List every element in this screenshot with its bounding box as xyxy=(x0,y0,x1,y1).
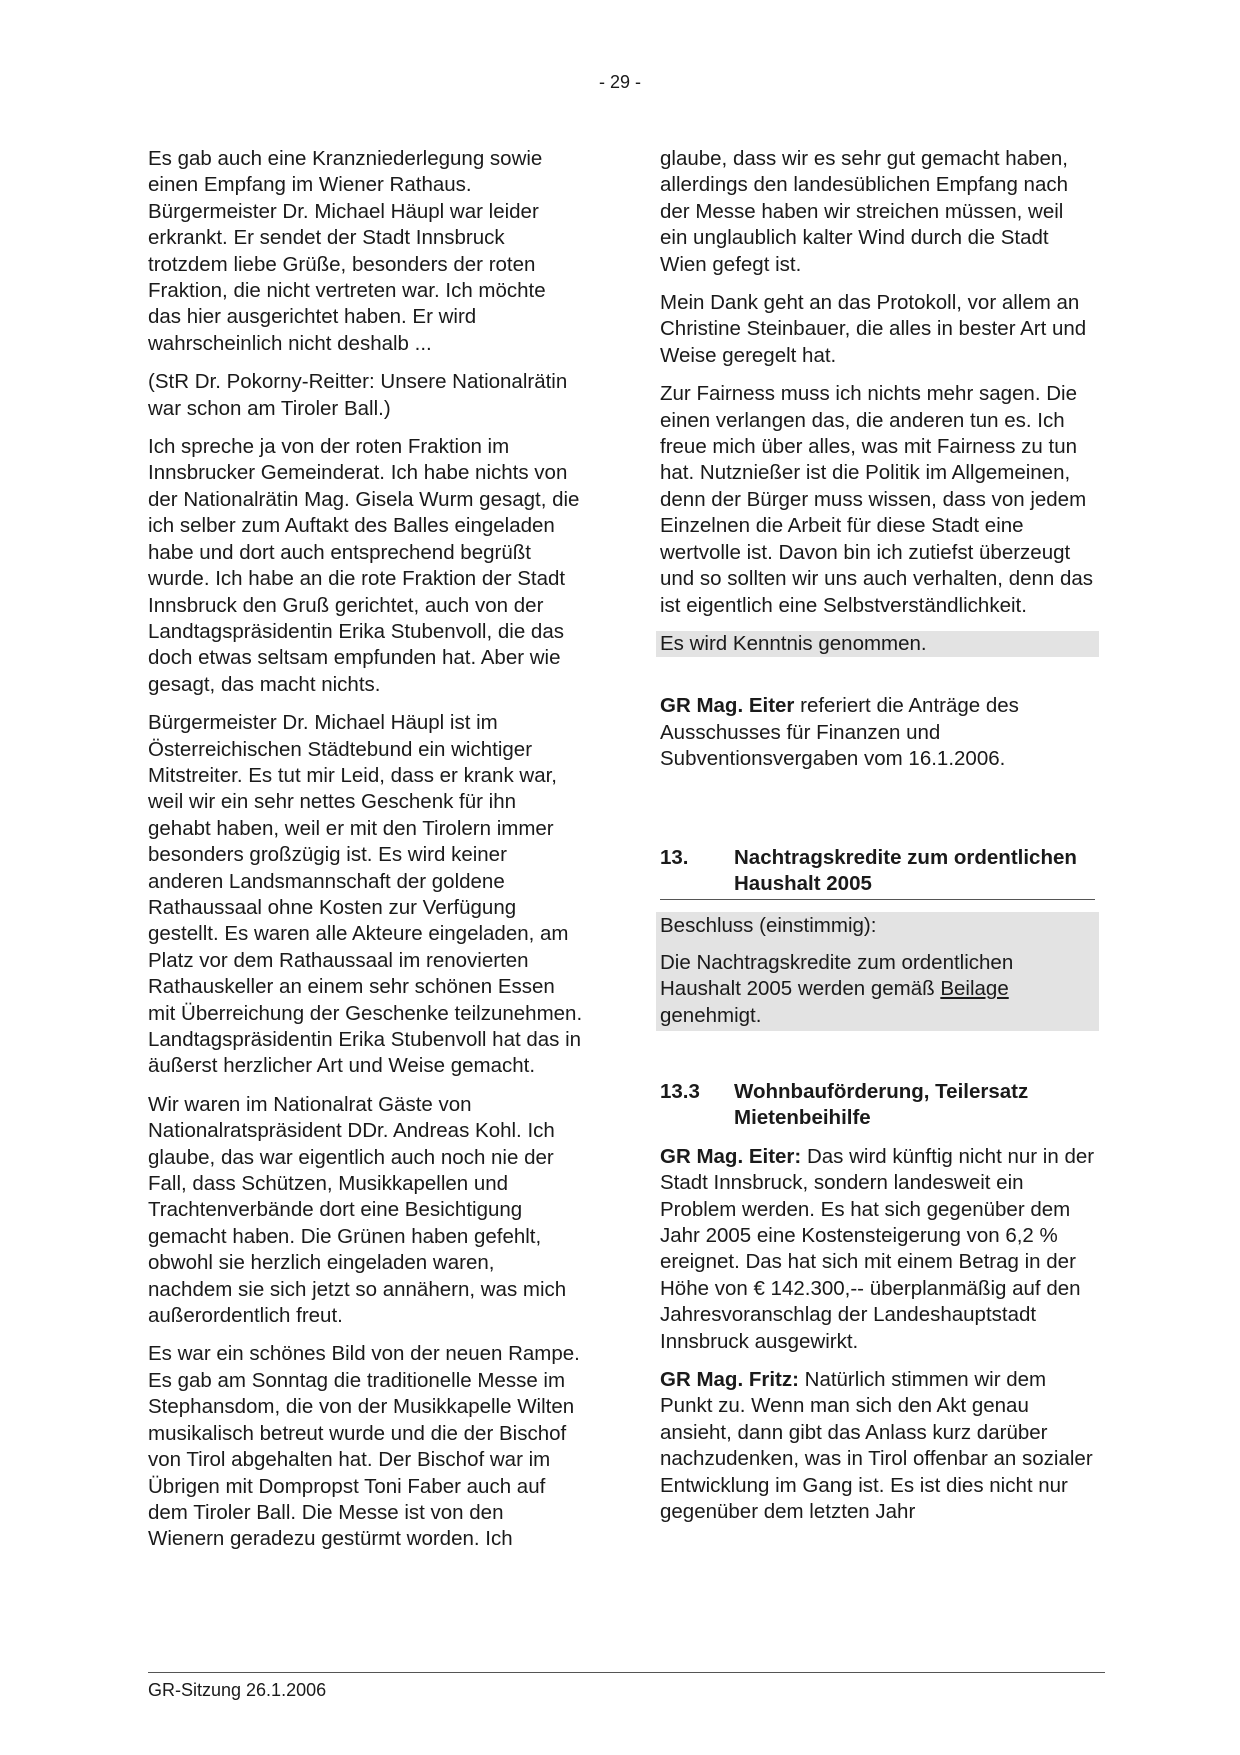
speech-paragraph xyxy=(660,1367,1095,1525)
resolution-text xyxy=(660,950,1095,1029)
speech-text: Das wird künftig nicht nur in der Stadt Innsbruck, sondern landesweit ein Problem werden. Es hat sich gegenüber dem Jahr 2005 eine Kostensteigerung von 6,2 % ereignet. Das hat sich mit einem Betrag in der Höhe von € 142.300,-- überplanmäßig auf den Jahresvoranschlag der Landeshauptstadt Innsbruck ausgewirkt. xyxy=(660,1144,1095,1353)
section-title: Nachtragskredite zum ordentlichen Haushalt 2005 xyxy=(734,845,1077,895)
section-heading-13-3 xyxy=(660,1079,1095,1132)
paragraph: Es gab auch eine Kranzniederlegung sowie einen Empfang im Wiener Rathaus. Bürgermeister Dr. Michael Häupl war leider erkrankt. Er sendet der Stadt Innsbruck trotzdem liebe Grüße, besonders der roten Fraktion, die nicht vertreten war. Ich möchte das hier ausgerichtet haben. Er wird wahrscheinlich nicht deshalb ... xyxy=(148,147,546,355)
page-number: - 29 - xyxy=(598,72,641,92)
paragraph: Wir waren im Nationalrat Gäste von Nationalratspräsident DDr. Andreas Kohl. Ich glaube, das war eigentlich auch noch nie der Fall, dass Schützen, Musikkapellen und Trachtenverbände dort eine Besichtigung gemacht haben. Die Grünen haben gefehlt, obwohl sie herzlich eingeladen waren, nachdem sie sich jetzt so annähern, was mich außerordentlich freut. xyxy=(148,1092,567,1328)
beilage-link[interactable]: Beilage xyxy=(940,977,1009,1001)
section-title: Wohnbauförderung, Teilersatz Mietenbeihilfe xyxy=(734,1079,1029,1130)
section-heading-13 xyxy=(660,845,1095,901)
referent-text: referiert die Anträge des Ausschusses für Finanzen und Subventionsvergaben vom 16.1.2006. xyxy=(660,694,1019,771)
resolution-label: Beschluss (einstimmig): xyxy=(660,914,877,938)
section-number: 13. xyxy=(660,845,689,869)
paragraph: glaube, dass wir es sehr gut gemacht haben, allerdings den landesüblichen Empfang nach der Messe haben wir streichen müssen, weil ein unglaublich kalter Wind durch die Stadt Wien gefegt ist. xyxy=(660,147,1069,276)
speech-paragraph xyxy=(660,1144,1095,1355)
section-number: 13.3 xyxy=(660,1079,700,1103)
referent-paragraph xyxy=(660,693,1095,772)
resolution-text-body: Die Nachtragskredite zum ordentlichen Haushalt 2005 werden gemäß xyxy=(660,950,1014,1001)
interjection: (StR Dr. Pokorny-Reitter: Unsere Nationalrätin war schon am Tiroler Ball.) xyxy=(148,370,568,420)
footer: GR-Sitzung 26.1.2006 xyxy=(148,1680,327,1700)
left-column xyxy=(148,146,583,1565)
speaker-name: GR Mag. Fritz: xyxy=(660,1368,799,1392)
paragraph: Ich spreche ja von der roten Fraktion im Innsbrucker Gemeinderat. Ich habe nichts von der Nationalrätin Mag. Gisela Wurm gesagt, die ich selber zum Auftakt des Balles eingeladen habe und dort auch entsprechend begrüßt wurde. Ich habe an die rote Fraktion der Stadt Innsbruck den Gruß gerichtet, auch von der Landtagspräsidentin Erika Stubenvoll, die das doch etwas seltsam empfunden hat. Aber wie gesagt, das macht nichts. xyxy=(148,435,580,696)
right-column xyxy=(660,146,1095,1537)
paragraph: Mein Dank geht an das Protokoll, vor allem an Christine Steinbauer, die alles in bester Art und Weise geregelt hat. xyxy=(660,291,1087,367)
paragraph: Zur Fairness muss ich nichts mehr sagen. Die einen verlangen das, die anderen tun es. Ich freue mich über alles, was mit Fairness zu tun hat. Nutznießer ist die Politik im Allgemeinen, denn der Bürger muss wissen, dass von jedem Einzelnen die Arbeit für diese Stadt eine wertvolle ist. Davon bin ich zutiefst überzeugt und so sollten wir uns auch verhalten, denn das ist eigentlich eine Selbstverständlichkeit. xyxy=(660,382,1094,617)
resolution-box xyxy=(656,912,1099,1031)
footer-divider xyxy=(148,1672,1105,1673)
resolution-text-end: genehmigt. xyxy=(660,1003,762,1027)
paragraph: Bürgermeister Dr. Michael Häupl ist im Österreichischen Städtebund ein wichtiger Mitstreiter. Es tut mir Leid, dass er krank war, weil wir ein sehr nettes Geschenk für ihn gehabt haben, weil er mit den Tirolern immer besonders großzügig ist. Es wird keiner anderen Landsmannschaft der goldene Rathaussaal ohne Kosten zur Verfügung gestellt. Es waren alle Akteure eingeladen, am Platz vor dem Rathaussaal im renovierten Rathauskeller an einem sehr schönen Essen mit Überreichung der Geschenke teilzunehmen. Landtagspräsidentin Erika Stubenvoll hat das in äußerst herzlicher Art und Weise gemacht. xyxy=(148,711,583,1078)
paragraph: Es war ein schönes Bild von der neuen Rampe. Es gab am Sonntag die traditionelle Messe im Stephansdom, die von der Musikkapelle Wilten musikalisch betreut wurde und die der Bischof von Tirol abgehalten hat. Der Bischof war im Übrigen mit Dompropst Toni Faber auch auf dem Tiroler Ball. Die Messe ist von den Wienern geradezu gestürmt worden. Ich xyxy=(148,1342,580,1551)
speaker-name: GR Mag. Eiter xyxy=(660,694,795,718)
speaker-name: GR Mag. Eiter: xyxy=(660,1144,802,1168)
speech-text: Natürlich stimmen wir dem Punkt zu. Wenn man sich den Akt genau ansieht, dann gibt das Anlass kurz darüber nachzudenken, was in Tirol offenbar an sozialer Entwicklung im Gang ist. Es ist dies nicht nur gegenüber dem letzten Jahr xyxy=(660,1368,1093,1524)
note-box: Es wird Kenntnis genommen. xyxy=(656,631,1099,657)
